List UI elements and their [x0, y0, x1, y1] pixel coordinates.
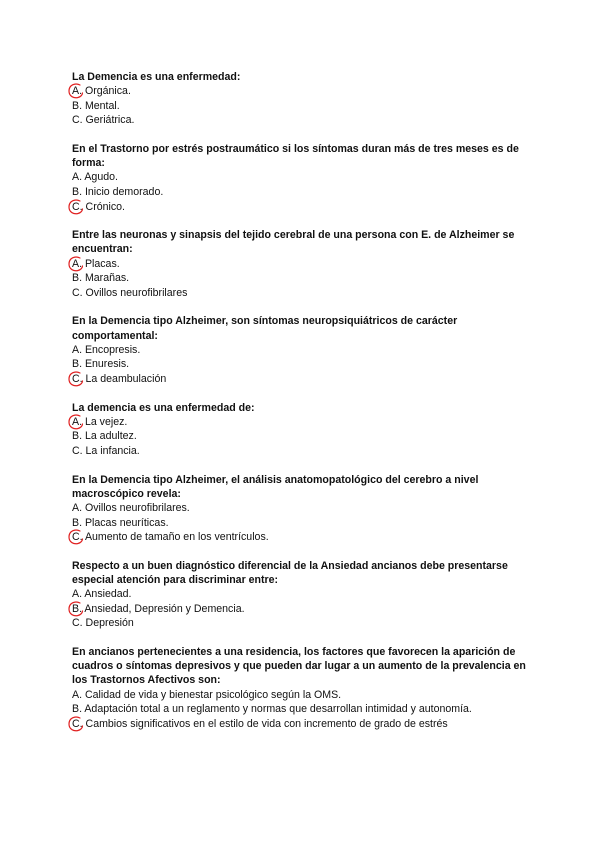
option: B. Placas neuríticas.: [72, 516, 169, 529]
option: A. Encopresis.: [72, 343, 141, 356]
option: B. Marañas.: [72, 272, 130, 285]
question-block: [72, 559, 542, 631]
option: C. Crónico.: [72, 200, 542, 215]
quiz-page: [72, 70, 542, 745]
option: B. Mental.: [72, 99, 120, 112]
option: A. Agudo.: [72, 171, 118, 184]
option: C. Ovillos neurofibrilares: [72, 286, 188, 299]
option: C. Depresión: [72, 617, 134, 630]
answer-circle-mark: [67, 413, 85, 431]
question-block: [72, 401, 542, 459]
question-text: En el Trastorno por estrés postraumático si los síntomas duran más de tres meses es de forma:: [72, 142, 519, 170]
option: B. Enuresis.: [72, 358, 130, 371]
question-text: La demencia es una enfermedad de:: [72, 401, 255, 414]
option: B. Ansiedad, Depresión y Demencia.: [72, 602, 542, 617]
option: A. Calidad de vida y bienestar psicológico según la OMS.: [72, 688, 342, 701]
answer-circle-mark: [67, 82, 85, 100]
question-text: La Demencia es una enfermedad:: [72, 71, 241, 83]
option: C. Aumento de tamaño en los ventrículos.: [72, 530, 542, 545]
option: B. Inicio demorado.: [72, 185, 164, 198]
option: C. Cambios significativos en el estilo de vida con incremento de grado de estrés: [72, 717, 542, 732]
question-text: En la Demencia tipo Alzheimer, el análisis anatomopatológico del cerebro a nivel macroscópico revela:: [72, 473, 479, 500]
question-block: [72, 645, 542, 731]
answer-circle-mark: [67, 528, 85, 546]
question-text: Entre las neuronas y sinapsis del tejido cerebral de una persona con E. de Alzheimer se encuentran:: [72, 229, 515, 256]
option: A. Ovillos neurofibrilares.: [72, 501, 190, 514]
option: A. La vejez.: [72, 415, 542, 430]
option: C. La deambulación: [72, 372, 542, 387]
option: A. Placas.: [72, 257, 542, 272]
question-block: [72, 70, 542, 128]
option: A. Ansiedad.: [72, 588, 132, 601]
option: B. Adaptación total a un reglamento y normas que desarrollan intimidad y autonomía.: [72, 703, 472, 716]
answer-circle-mark: [67, 715, 85, 733]
option: C. La infancia.: [72, 444, 140, 457]
answer-circle-mark: [67, 600, 85, 618]
question-block: [72, 473, 542, 545]
answer-circle-mark: [67, 255, 85, 273]
option: B. La adultez.: [72, 430, 137, 443]
answer-circle-mark: [67, 370, 85, 388]
option: C. Geriátrica.: [72, 114, 135, 127]
question-text: Respecto a un buen diagnóstico diferencial de la Ansiedad ancianos debe presentarse especial atención para discriminar entre:: [72, 559, 508, 586]
question-text: En la Demencia tipo Alzheimer, son síntomas neuropsiquiátricos de carácter comportamental:: [72, 315, 458, 342]
question-block: [72, 314, 542, 386]
question-block: [72, 142, 542, 214]
question-block: [72, 228, 542, 300]
question-text: En ancianos pertenecientes a una residencia, los factores que favorecen la aparición de cuadros o síntomas depresivos y que pueden dar lugar a un aumento de la prevalencia en los Trastornos Afectivos son:: [72, 645, 526, 687]
answer-circle-mark: [67, 198, 85, 216]
option: A. Orgánica.: [72, 84, 542, 99]
